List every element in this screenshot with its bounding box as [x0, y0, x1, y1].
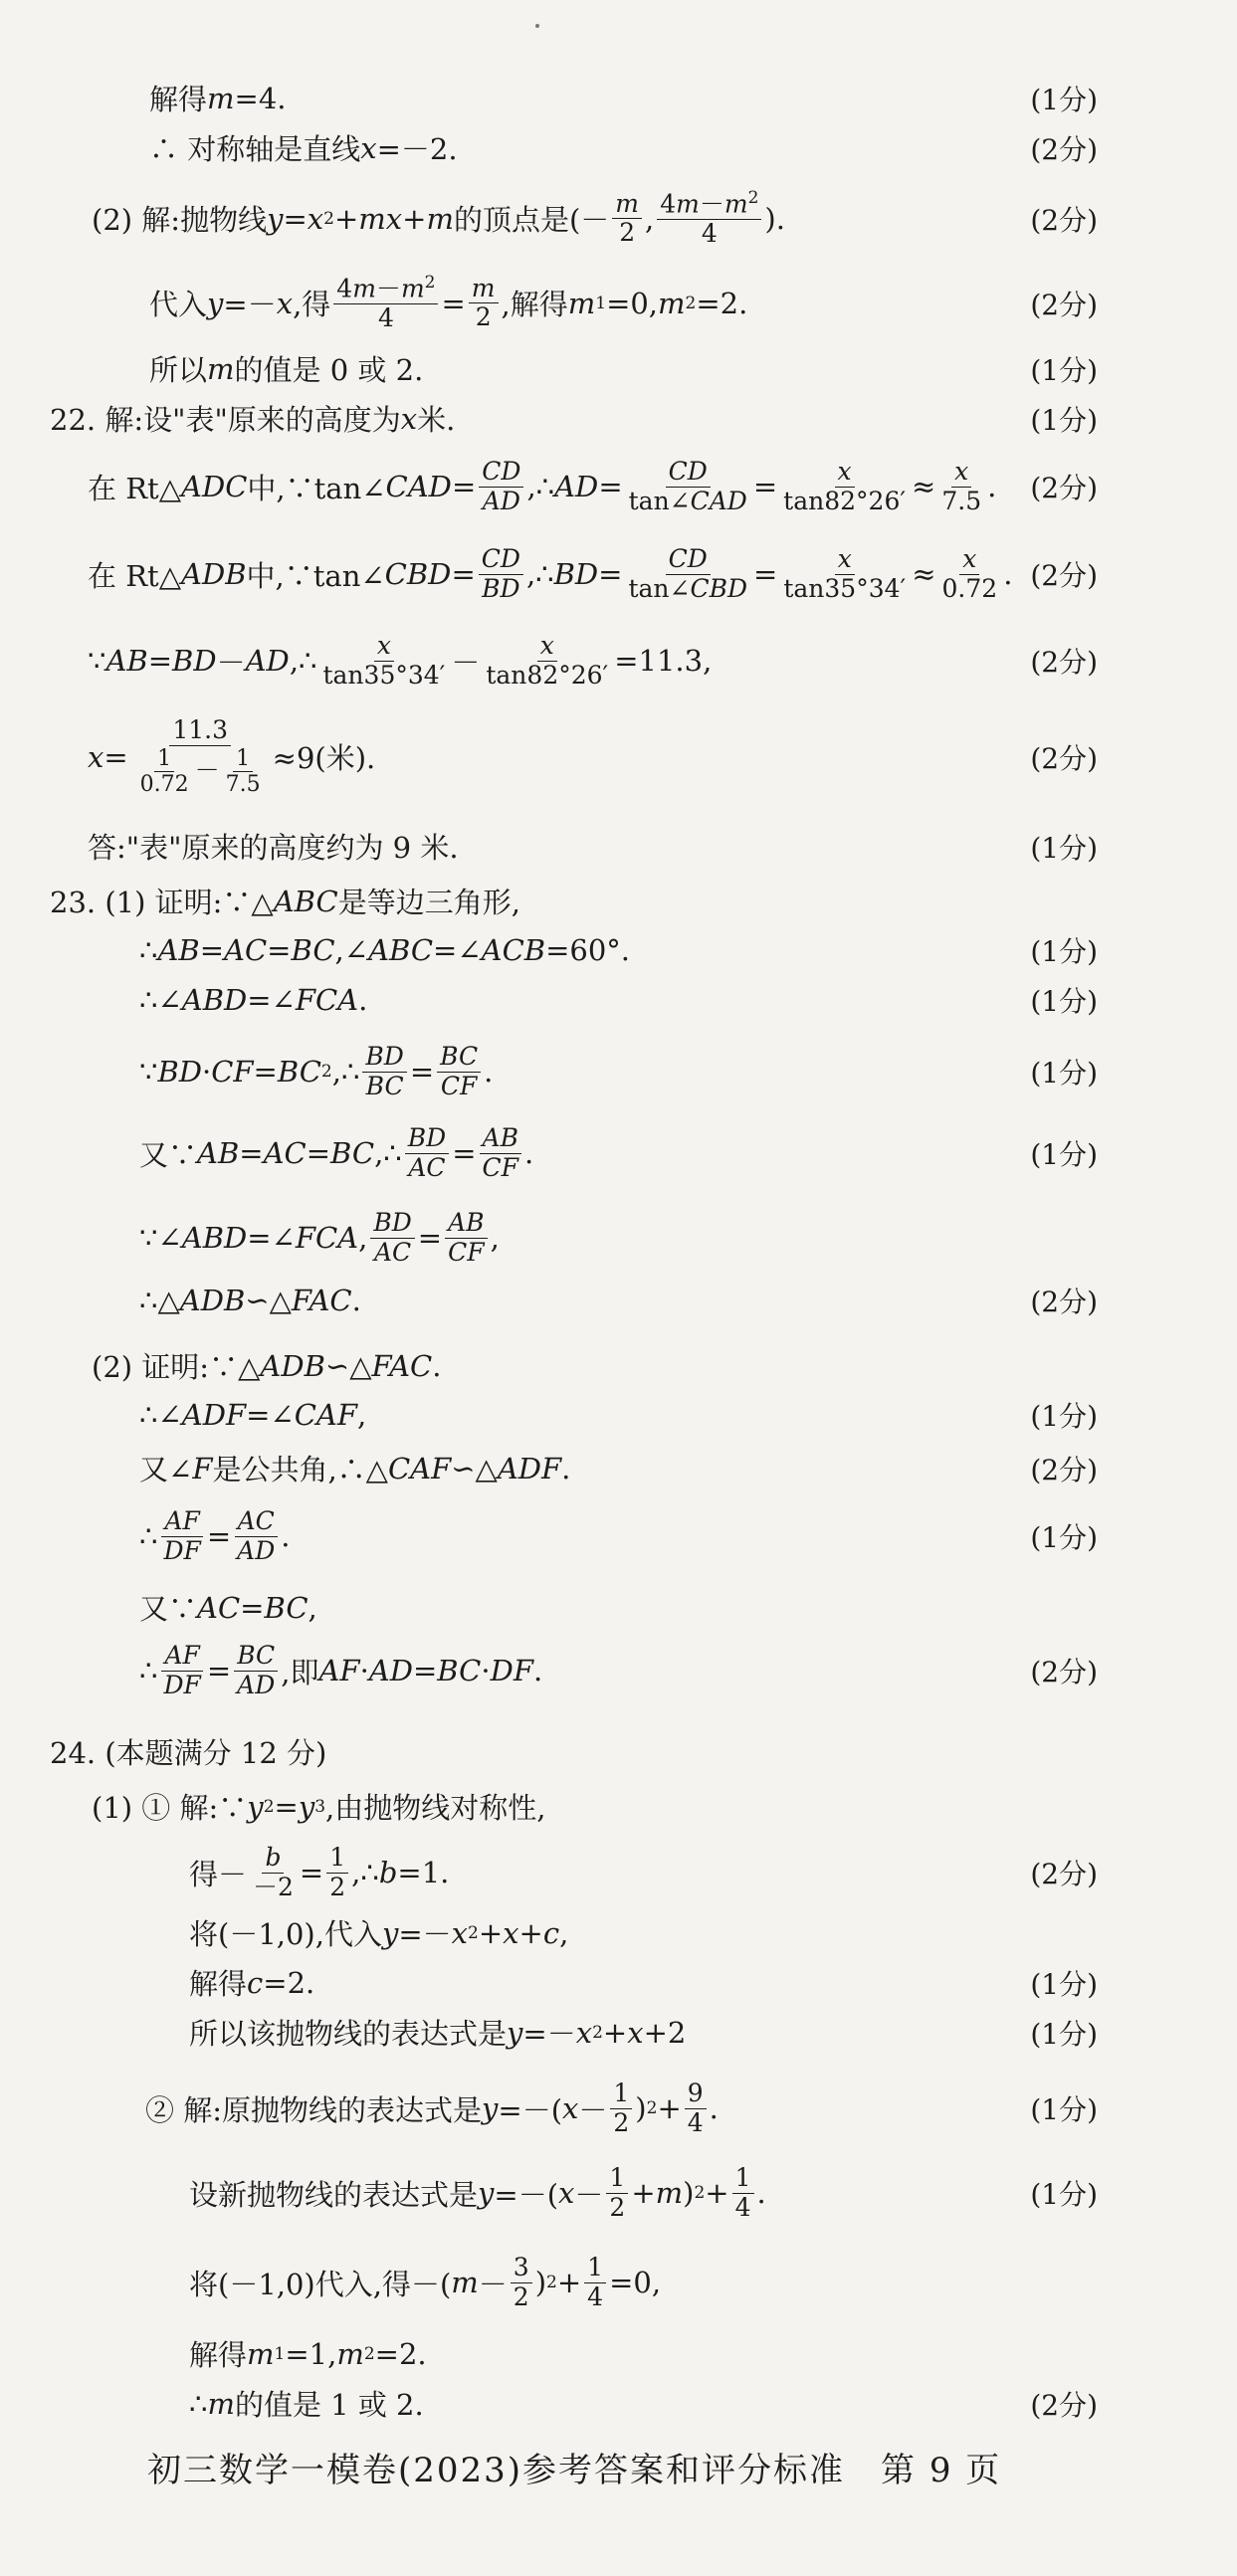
score: (1分)	[1030, 1967, 1098, 2001]
score: (1分)	[1030, 1400, 1098, 1433]
answer-line: 代入 y =－ x ,得 $\frac{4m-m^2}{4}$ = $\frac{m}{2}$ ,解得 m 1 =0, m 2 =2. (2分)	[149, 273, 1098, 333]
answer-line: 22. 解:设"表"原来的高度为 x 米. (1分)	[0, 398, 1237, 439]
score: (2分)	[1030, 1656, 1098, 1689]
answer-line: 在 Rt△ ADC 中,∵tan∠ CAD = $\frac{CD}{AD}$ ,∴ AD = $\frac{CD}{\text{tan∠CAD}}$ = $\frac{x}{\tan 82^\circ 26'}$ ≈ $\frac{x}{7.5}$ . (2分)	[88, 457, 1098, 515]
answer-line: 在 Rt△ ADB 中,∵tan∠ CBD = $\frac{CD}{BD}$ ,∴ BD = $\frac{CD}{\text{tan∠CBD}}$ = $\frac{x}{\tan 35^\circ 34'}$ ≈ $\frac{x}{0.72}$ . (2分)	[88, 544, 1098, 603]
answer-line: ② 解:原抛物线的表达式是 y =－( x － $\frac{1}{2}$ ) 2 + $\frac{9}{4}$ . (1分)	[145, 2079, 1098, 2137]
answer-line: ∴∠ ADF =∠ CAF , (1分)	[0, 1398, 1237, 1432]
answer-line: 解得 m 1 =1, m 2 =2.	[189, 2336, 427, 2372]
page-footer: 初三数学一模卷(2023)参考答案和评分标准 第 9 页	[147, 2451, 1002, 2490]
score: (2分)	[1030, 1858, 1098, 1891]
answer-line: ∴ $\frac{AF}{DF}$ = $\frac{AC}{AD}$ . (1分)	[139, 1506, 1098, 1565]
answer-line: ∴∠ ABD =∠ FCA . (1分)	[0, 983, 1237, 1017]
answer-line: ∴ m 的值是 1 或 2. (2分)	[0, 2383, 1237, 2424]
answer-line: 又∵ AC = BC ,	[139, 1590, 317, 1626]
score: (2分)	[1030, 1286, 1098, 1318]
score: (1分)	[1030, 353, 1098, 387]
answer-line: 所以该抛物线的表达式是 y =－ x 2 + x +2 (1分)	[0, 2012, 1237, 2053]
answer-line: 又∠ F 是公共角,∴△ CAF ∽△ ADF . (2分)	[0, 1448, 1237, 1488]
score: (1分)	[1030, 403, 1098, 437]
score: (2分)	[1030, 741, 1098, 775]
score: (2分)	[1030, 646, 1098, 680]
answer-line: 得－ $\frac{b}{-2}$ = $\frac{1}{2}$ ,∴ b =1. (2分)	[189, 1843, 1098, 1901]
answer-line: ∴△ ADB ∽△ FAC . (2分)	[0, 1284, 1237, 1317]
score: (1分)	[1030, 935, 1098, 968]
answer-line: 又∵ AB = AC = BC ,∴ $\frac{BD}{AC}$ = $\frac{AB}{CF}$ . (1分)	[139, 1123, 1098, 1182]
score: (2分)	[1030, 132, 1098, 166]
answer-line: (2) 证明:∵△ ADB ∽△ FAC .	[92, 1348, 442, 1384]
answer-line: ∵ BD · CF = BC 2 ,∴ $\frac{BD}{BC}$ = $\frac{BC}{CF}$ . (1分)	[139, 1042, 1098, 1100]
score: (1分)	[1030, 2093, 1098, 2127]
score: (2分)	[1030, 203, 1098, 237]
answer-line: 24. (本题满分 12 分)	[50, 1736, 327, 1770]
scan-dot	[535, 24, 539, 28]
answer-line: 答:"表"原来的高度约为 9 米. (1分)	[0, 826, 1237, 867]
score: (1分)	[1030, 1138, 1098, 1172]
score: (1分)	[1030, 1057, 1098, 1090]
score: (1分)	[1030, 2017, 1098, 2051]
score: (2分)	[1030, 559, 1098, 593]
answer-line: ∴ AB = AC = BC ,∠ ABC =∠ ACB =60°. (1分)	[0, 933, 1237, 967]
answer-line: x = 11.3 $\frac{1}{0.72}$ － $\frac{1}{7.5}$ ≈9(米). (2分)	[88, 715, 1098, 798]
answer-line: ∴ 对称轴是直线 x =－2. (2分)	[0, 127, 1237, 168]
score: (1分)	[1030, 2178, 1098, 2212]
answer-line: (2) 解:抛物线 y = x 2 + mx + m 的顶点是(－ $\frac{m}{2}$ , $\frac{4m-m^2}{4}$ ). (2分)	[92, 188, 1098, 249]
score: (1分)	[1030, 831, 1098, 865]
answer-line: 设新抛物线的表达式是 y =－( x － $\frac{1}{2}$ + m ) 2 + $\frac{1}{4}$ . (1分)	[189, 2163, 1098, 2222]
answer-line: ∵ AB = BD － AD ,∴ $\frac{x}{\tan 35^\circ 34'}$ － $\frac{x}{\tan 82^\circ 26'}$ =11.3, (2分)	[88, 631, 1098, 690]
answer-line: 解得 c =2. (1分)	[0, 1962, 1237, 2003]
answer-line: 将(－1,0),代入 y =－ x 2 + x + c ,	[189, 1915, 569, 1951]
answer-line: ∵∠ ABD =∠ FCA , $\frac{BD}{AC}$ = $\frac{AB}{CF}$ ,	[139, 1208, 500, 1267]
answer-line: ∴ $\frac{AF}{DF}$ = $\frac{BC}{AD}$ ,即 AF · AD = BC · DF . (2分)	[139, 1641, 1098, 1699]
answer-line: 23. (1) 证明:∵△ ABC 是等边三角形,	[50, 884, 520, 919]
score: (1分)	[1030, 1521, 1098, 1555]
score: (1分)	[1030, 985, 1098, 1018]
answer-line: 所以 m 的值是 0 或 2. (1分)	[0, 348, 1237, 389]
answer-line: 将(－1,0)代入,得－( m － $\frac{3}{2}$ ) 2 + $\frac{1}{4}$ =0,	[189, 2253, 662, 2311]
score: (2分)	[1030, 288, 1098, 321]
answer-line: 解得 m =4. (1分)	[0, 78, 1237, 118]
score: (2分)	[1030, 472, 1098, 505]
score: (2分)	[1030, 1453, 1098, 1486]
answer-line: (1) ① 解:∵ y 2 = y 3 ,由抛物线对称性,	[92, 1789, 546, 1825]
score: (1分)	[1030, 83, 1098, 116]
score: (2分)	[1030, 2388, 1098, 2422]
